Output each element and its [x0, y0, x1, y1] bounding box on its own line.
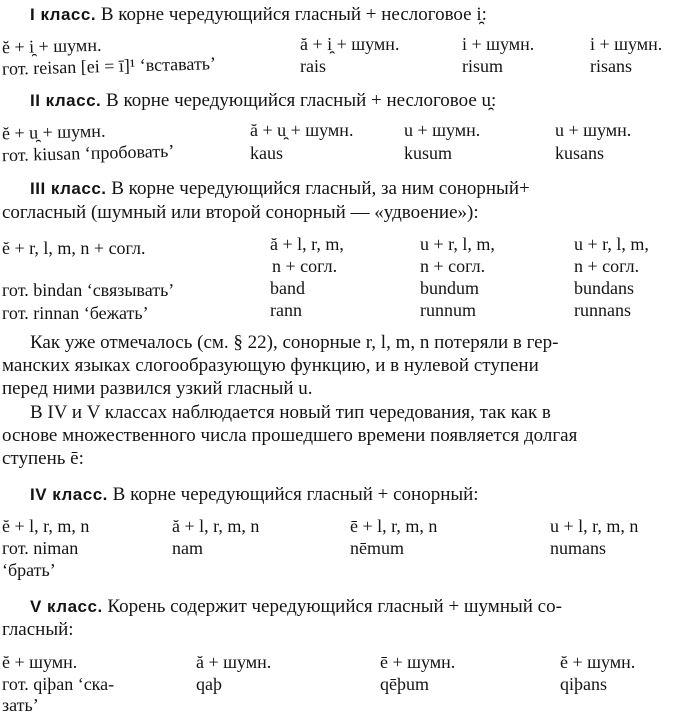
class3-title [30, 178, 530, 200]
class2-heading: II класс. [30, 91, 102, 110]
class4-formula-4: u + l, r, m, n [550, 516, 639, 536]
class4-formula-1: ĕ + l, r, m, n [2, 516, 90, 536]
class4-text: В корне чередующийся гласный + сонорный: [112, 484, 479, 505]
class4-formula-2: ă + l, r, m, n [172, 516, 260, 536]
class3-example1-label: гот. bindan ‘связывать’ [2, 280, 175, 300]
class3-text-2: согласный (шумный или второй сонорный — «удвоение»): [2, 202, 479, 223]
class4-example-label-2: ‘брать’ [2, 560, 56, 580]
class3-formula2-2: n + согл. [420, 256, 486, 276]
para2-line-3: ступень ē: [2, 448, 84, 469]
class2-formula-1: ĕ + u̯ + шумн. [1, 120, 106, 144]
class5-example-label: гот. qiþan ‘ска- [2, 674, 115, 694]
class3-formula-3: u + r, l, m, [420, 234, 495, 254]
class3-example2-form-1: rann [270, 300, 302, 320]
class5-form-3: qiþans [560, 674, 607, 694]
class5-form-2: qēþum [380, 674, 429, 694]
class5-formula-4: ĕ + шумн. [560, 652, 636, 672]
class4-formula-3: ē + l, r, m, n [350, 516, 438, 536]
class2-form-2: kusum [404, 143, 453, 163]
class1-formula-3: i + шумн. [462, 34, 535, 54]
para2-line-1: В IV и V классах наблюдается новый тип чередования, так как в [30, 402, 551, 423]
para1-line-2: манских языках слогообразующую функцию, и в нулевой ступени [2, 355, 539, 376]
class3-formula-1: ĕ + r, l, m, n + согл. [2, 238, 146, 258]
class1-form-1: rais [300, 56, 326, 76]
class2-formula-4: u + шумн. [555, 120, 632, 140]
class1-form-3: risans [590, 56, 632, 76]
class3-example2-label: гот. rinnan ‘бежать’ [2, 303, 149, 323]
class3-example2-form-3: runnans [574, 300, 631, 320]
class4-example-label: гот. niman [2, 538, 79, 558]
class5-formula-1: ĕ + шумн. [2, 652, 78, 672]
class1-example-label: гот. reisan [ei = ī]¹ ‘вставать’ [1, 53, 217, 79]
class1-form-2: risum [462, 56, 504, 76]
class2-form-3: kusans [555, 143, 604, 163]
class4-form-3: numans [550, 538, 606, 558]
class3-example1-form-3: bundans [574, 278, 634, 298]
class1-formula-1: ĕ + i̯ + шумн. [1, 34, 102, 58]
class3-text: В корне чередующийся гласный, за ним сонорный+ [111, 178, 530, 199]
class2-formula-3: u + шумн. [404, 120, 481, 140]
para1-line-1: Как уже отмечалось (см. § 22), сонорные r, l, m, n потеряли в гер- [30, 332, 559, 353]
class2-title [30, 90, 496, 112]
class5-formula-3: ē + шумн. [380, 652, 456, 672]
class4-form-1: nam [172, 538, 203, 558]
class4-form-2: nēmum [350, 538, 404, 558]
class5-title [30, 596, 562, 618]
class5-text-2: гласный: [2, 619, 74, 640]
para2-line-2: основе множественного числа прошедшего времени появляется долгая [2, 425, 578, 446]
class2-example-label: гот. kiusan ‘пробовать’ [1, 140, 175, 166]
class5-text: Корень содержит чередующийся гласный + шумный со- [107, 596, 562, 617]
class3-heading: III класс. [30, 179, 107, 198]
class5-heading: V класс. [30, 597, 103, 616]
class1-text: В корне чередующийся гласный + неслоговое i̯: [100, 4, 487, 25]
class3-formula2-3: n + согл. [574, 256, 640, 276]
class3-example1-form-2: bundum [420, 278, 480, 298]
class3-formula2-1: n + согл. [272, 256, 338, 276]
class3-formula-2: ă + l, r, m, [270, 234, 344, 254]
class5-example-label-2: зать’ [2, 695, 39, 715]
para1-line-3: перед ними развился узкий гласный u. [2, 378, 313, 399]
class3-example1-form-1: band [270, 278, 305, 298]
class5-formula-2: ă + шумн. [196, 652, 272, 672]
class5-form-1: qaþ [196, 674, 222, 694]
class2-text: В корне чередующийся гласный + неслоговое u̯: [106, 90, 497, 111]
class2-form-1: kaus [250, 143, 283, 163]
class3-example2-form-2: runnum [420, 300, 476, 320]
class1-heading: I класс. [30, 5, 97, 24]
class4-heading: IV класс. [30, 485, 108, 504]
class3-formula-4: u + r, l, m, [574, 234, 649, 254]
class4-title [30, 484, 479, 506]
class1-formula-2: ă + i̯ + шумн. [300, 34, 400, 54]
class1-formula-4: i + шумн. [590, 34, 663, 54]
class1-title [30, 4, 487, 26]
class2-formula-2: ă + u̯ + шумн. [250, 120, 354, 140]
